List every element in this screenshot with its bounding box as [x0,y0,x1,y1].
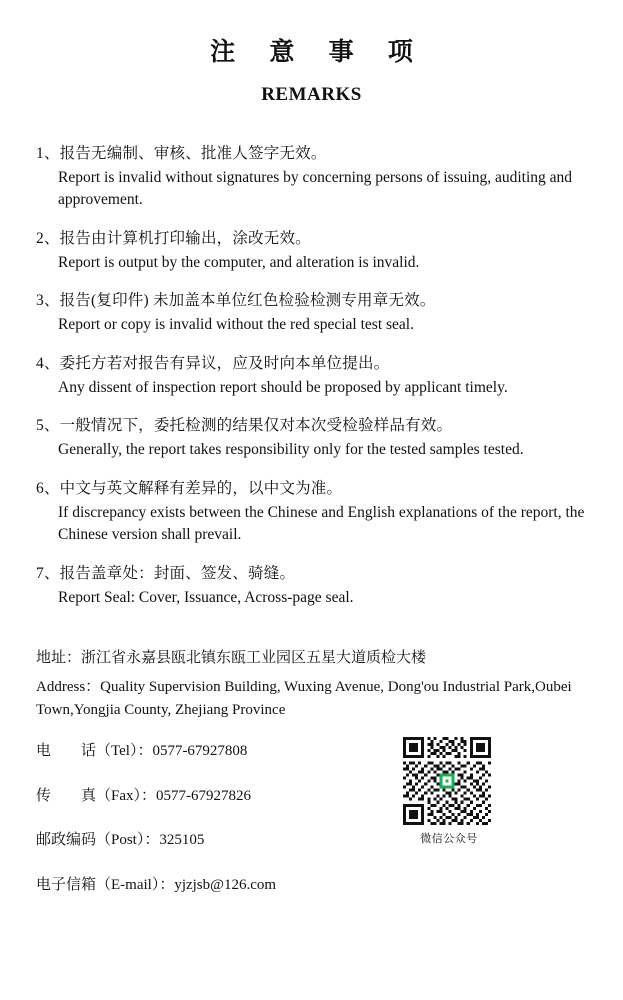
remark-text-english: Report or copy is invalid without the red special test seal. [58,316,414,334]
list-item [28,562,595,609]
list-item [28,352,595,399]
remark-text-english: Report is invalid without signatures by concerning persons of issuing, auditing and approvement. [58,169,573,209]
contact-rows [36,740,595,896]
qr-code-caption: 微信公众号 [420,833,478,845]
address-chinese: 地址：浙江省永嘉县瓯北镇东瓯工业园区五星大道质检大楼 [36,650,427,667]
remark-text-english: If discrepancy exists between the Chinese and English explanations of the report, the Chinese version shall prevail. [58,503,585,544]
qr-code-block [403,737,495,846]
remark-text-chinese: 4、委托方若对报告有异议，应及时向本单位提出。 [36,354,390,372]
contact-row-email: 电子信箱（E-mail）：yjzjsb@126.com [36,876,277,893]
contact-block [28,647,595,896]
list-item [28,477,595,547]
remark-text-chinese: 3、报告(复印件) 未加盖本单位红色检验检测专用章无效。 [36,292,436,310]
remark-text-chinese: 6、中文与英文解释有差异的，以中文为准。 [36,479,343,497]
remark-text-english: Report is output by the computer, and alteration is invalid. [58,253,420,271]
list-item [28,142,595,212]
remark-text-english: Generally, the report takes responsibility only for the tested samples tested. [58,441,524,459]
contact-row-tel: 电 话（Tel）：0577-67927808 [36,743,248,760]
qr-code-icon [403,737,491,825]
list-item [28,414,595,461]
contact-row-fax: 传 真（Fax）：0577-67927826 [36,787,251,804]
remark-text-chinese: 7、报告盖章处：封面、签发、骑缝。 [36,564,296,582]
remark-text-english: Any dissent of inspection report should be proposed by applicant timely. [58,378,508,396]
list-item [28,289,595,336]
list-item [28,227,595,274]
page-title-chinese: 注 意 事 项 [210,39,427,66]
remark-text-chinese: 1、报告无编制、审核、批准人签字无效。 [36,145,327,162]
remarks-list [28,142,595,609]
address-english: Address：Quality Supervision Building, Wuxing Avenue, Dong'ou Industrial Park,Oubei Town,Yongjia County, Zhejiang Province [36,678,572,719]
remark-text-chinese: 5、一般情况下，委托检测的结果仅对本次受检验样品有效。 [36,417,453,435]
page-title-english: REMARKS [261,84,362,105]
contact-row-post: 邮政编码（Post）：325105 [36,832,205,849]
remark-text-english: Report Seal: Cover, Issuance, Across-page seal. [58,588,354,606]
remark-text-chinese: 2、报告由计算机打印输出，涂改无效。 [36,229,311,247]
